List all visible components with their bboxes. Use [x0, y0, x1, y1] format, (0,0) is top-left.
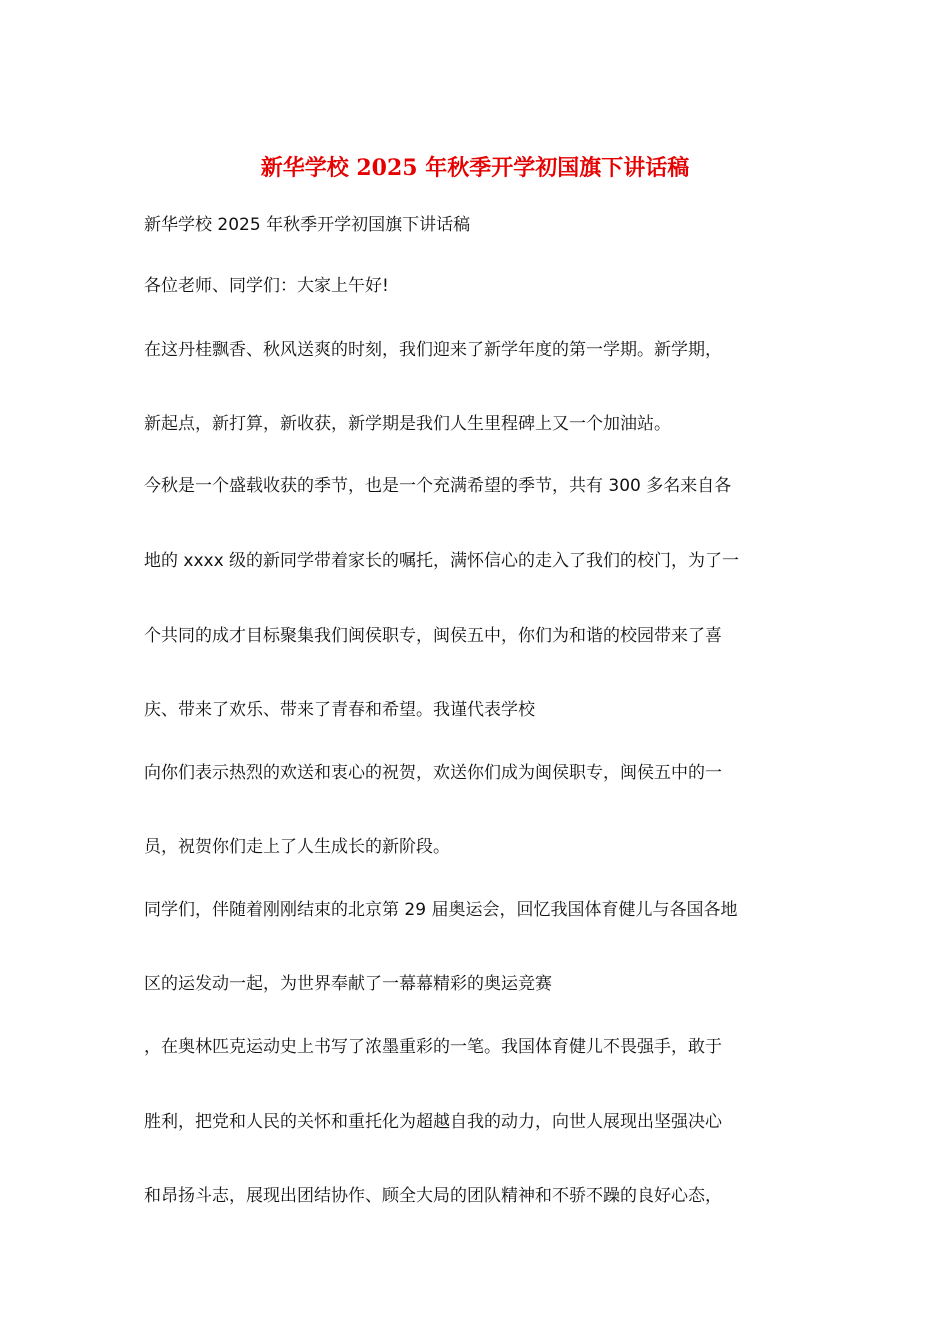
- body-line: 同学们，伴随着刚刚结束的北京第 29 届奥运会，回忆我国体育健儿与各国各地: [144, 900, 738, 920]
- body-line: ，在奥林匹克运动史上书写了浓墨重彩的一笔。我国体育健儿不畏强手，敢于: [144, 1037, 722, 1057]
- body-line: 向你们表示热烈的欢送和衷心的祝贺，欢送你们成为闽侯职专，闽侯五中的一: [144, 763, 722, 783]
- body-line: 新起点，新打算，新收获，新学期是我们人生里程碑上又一个加油站。: [144, 414, 671, 434]
- body-line: 个共同的成才目标聚集我们闽侯职专，闽侯五中，你们为和谐的校园带来了喜: [144, 626, 722, 646]
- body-line: 员，祝贺你们走上了人生成长的新阶段。: [144, 837, 450, 857]
- body-line: 今秋是一个盛载收获的季节，也是一个充满希望的季节，共有 300 多名来自各: [144, 476, 732, 496]
- body-line: 胜利，把党和人民的关怀和重托化为超越自我的动力，向世人展现出坚强决心: [144, 1112, 722, 1132]
- document-subtitle: 新华学校 2025 年秋季开学初国旗下讲话稿: [144, 215, 471, 235]
- document-title: 新华学校 2025 年秋季开学初国旗下讲话稿: [260, 155, 690, 181]
- body-line: 地的 xxxx 级的新同学带着家长的嘱托，满怀信心的走入了我们的校门，为了一: [144, 551, 740, 571]
- body-line: 在这丹桂飘香、秋风送爽的时刻，我们迎来了新学年度的第一学期。新学期，: [144, 340, 722, 360]
- body-line: 和昂扬斗志，展现出团结协作、顾全大局的团队精神和不骄不躁的良好心态，: [144, 1186, 722, 1206]
- greeting-line: 各位老师、同学们：大家上午好!: [144, 276, 389, 296]
- body-line: 区的运发动一起，为世界奉献了一幕幕精彩的奥运竞赛: [144, 974, 552, 994]
- body-line: 庆、带来了欢乐、带来了青春和希望。我谨代表学校: [144, 700, 535, 720]
